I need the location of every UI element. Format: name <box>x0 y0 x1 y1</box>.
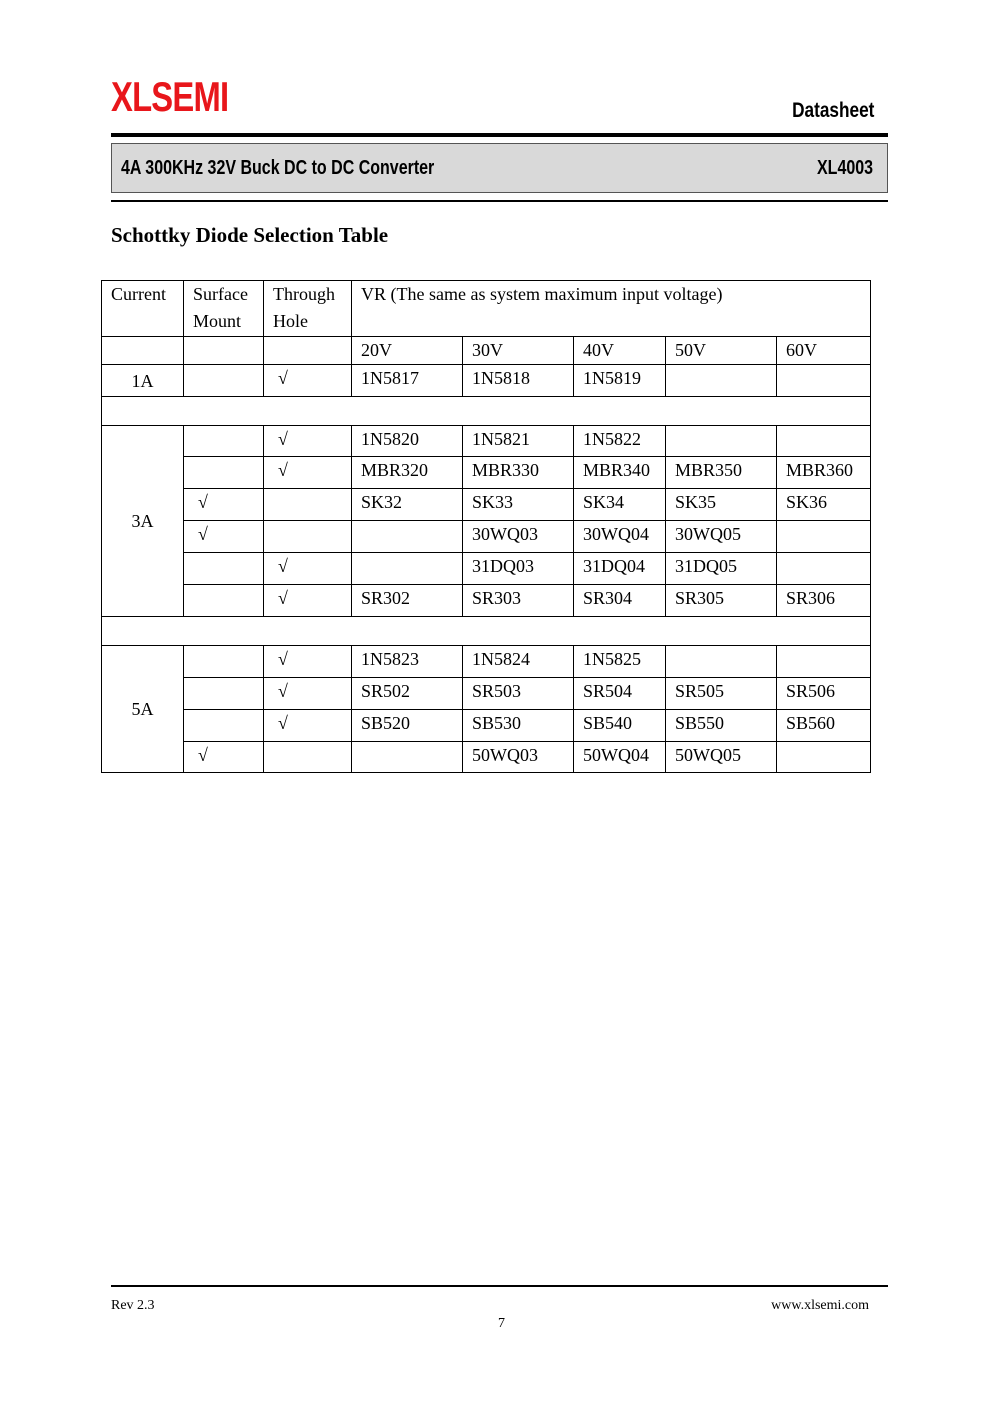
part-cell: 1N5825 <box>574 646 666 678</box>
header-rule <box>111 133 888 137</box>
through-mark: √ <box>264 365 352 397</box>
table-row <box>102 426 871 457</box>
part-cell <box>666 365 777 397</box>
table-header-row <box>102 281 871 337</box>
through-mark: √ <box>264 426 352 457</box>
part-cell: SB550 <box>666 710 777 742</box>
part-cell: 1N5824 <box>463 646 574 678</box>
through-mark: √ <box>264 457 352 489</box>
part-cell: SK35 <box>666 489 777 521</box>
part-cell: 31DQ03 <box>463 553 574 585</box>
part-cell: 1N5817 <box>352 365 463 397</box>
part-cell: SB530 <box>463 710 574 742</box>
header-vr: VR (The same as system maximum input voltage) <box>352 281 871 337</box>
voltage-60v: 60V <box>777 337 871 365</box>
through-mark <box>264 489 352 521</box>
part-number: XL4003 <box>816 157 873 179</box>
part-cell: 50WQ04 <box>574 742 666 773</box>
voltage-30v: 30V <box>463 337 574 365</box>
header-surface-mount: Surface Mount <box>184 281 264 337</box>
part-cell: 50WQ05 <box>666 742 777 773</box>
table-row <box>102 585 871 617</box>
part-cell <box>352 742 463 773</box>
surface-mark <box>184 457 264 489</box>
part-cell <box>352 553 463 585</box>
part-cell <box>352 521 463 553</box>
footer-rule <box>111 1285 888 1287</box>
through-mark: √ <box>264 678 352 710</box>
through-mark <box>264 742 352 773</box>
part-cell <box>777 646 871 678</box>
header-rule-lower <box>111 200 888 202</box>
part-cell: SR504 <box>574 678 666 710</box>
table-row <box>102 489 871 521</box>
through-mark: √ <box>264 710 352 742</box>
title-bar <box>111 143 888 193</box>
part-cell: MBR320 <box>352 457 463 489</box>
part-cell <box>777 521 871 553</box>
part-cell: SB540 <box>574 710 666 742</box>
part-cell: MBR350 <box>666 457 777 489</box>
table-row <box>102 521 871 553</box>
surface-mark <box>184 710 264 742</box>
surface-mark <box>184 585 264 617</box>
surface-mark: √ <box>184 489 264 521</box>
surface-mark <box>184 426 264 457</box>
part-cell: SR305 <box>666 585 777 617</box>
part-cell: SR304 <box>574 585 666 617</box>
part-cell: 31DQ05 <box>666 553 777 585</box>
voltage-20v: 20V <box>352 337 463 365</box>
part-cell: 1N5821 <box>463 426 574 457</box>
current-5a: 5A <box>102 646 184 773</box>
website-link[interactable]: www.xlsemi.com <box>771 1298 869 1313</box>
part-cell: 50WQ03 <box>463 742 574 773</box>
through-mark: √ <box>264 553 352 585</box>
part-cell: MBR340 <box>574 457 666 489</box>
part-cell: SR306 <box>777 585 871 617</box>
document-type: Datasheet <box>791 99 874 122</box>
part-cell: MBR360 <box>777 457 871 489</box>
part-cell: 1N5822 <box>574 426 666 457</box>
part-cell: SK32 <box>352 489 463 521</box>
part-cell: 31DQ04 <box>574 553 666 585</box>
company-logo: XLSEMI <box>111 73 229 120</box>
header-through-hole: Through Hole <box>264 281 352 337</box>
part-cell: SK33 <box>463 489 574 521</box>
surface-mark <box>184 553 264 585</box>
part-cell: 30WQ03 <box>463 521 574 553</box>
separator-row <box>102 617 871 646</box>
voltage-40v: 40V <box>574 337 666 365</box>
table-row <box>102 742 871 773</box>
part-cell: SR503 <box>463 678 574 710</box>
part-cell <box>777 365 871 397</box>
table-row <box>102 646 871 678</box>
part-cell <box>777 742 871 773</box>
page-number: 7 <box>498 1316 505 1331</box>
part-cell: SR303 <box>463 585 574 617</box>
header-current: Current <box>102 281 184 337</box>
part-cell <box>666 426 777 457</box>
section-title: Schottky Diode Selection Table <box>111 223 389 247</box>
table-row <box>102 553 871 585</box>
part-cell: SB560 <box>777 710 871 742</box>
table-row <box>102 710 871 742</box>
document-title: 4A 300KHz 32V Buck DC to DC Converter <box>121 157 435 179</box>
part-cell: SR506 <box>777 678 871 710</box>
part-cell <box>666 646 777 678</box>
surface-mark: √ <box>184 742 264 773</box>
part-cell: SR505 <box>666 678 777 710</box>
part-cell: MBR330 <box>463 457 574 489</box>
separator-row <box>102 397 871 426</box>
table-row <box>102 365 871 397</box>
part-cell: 30WQ05 <box>666 521 777 553</box>
current-3a: 3A <box>102 426 184 617</box>
part-cell: SB520 <box>352 710 463 742</box>
through-mark: √ <box>264 585 352 617</box>
part-cell: SR502 <box>352 678 463 710</box>
voltage-50v: 50V <box>666 337 777 365</box>
table-row <box>102 678 871 710</box>
part-cell: 1N5820 <box>352 426 463 457</box>
surface-mark <box>184 646 264 678</box>
revision: Rev 2.3 <box>111 1298 155 1313</box>
part-cell: 30WQ04 <box>574 521 666 553</box>
surface-mark: √ <box>184 521 264 553</box>
current-1a: 1A <box>102 365 184 397</box>
part-cell: 1N5818 <box>463 365 574 397</box>
part-cell: SK36 <box>777 489 871 521</box>
part-cell: 1N5823 <box>352 646 463 678</box>
part-cell: 1N5819 <box>574 365 666 397</box>
surface-mark <box>184 678 264 710</box>
part-cell <box>777 553 871 585</box>
schottky-diode-table <box>101 280 871 773</box>
surface-mark <box>184 365 264 397</box>
voltage-row <box>102 337 871 365</box>
through-mark <box>264 521 352 553</box>
part-cell: SR302 <box>352 585 463 617</box>
table-row <box>102 457 871 489</box>
part-cell <box>777 426 871 457</box>
part-cell: SK34 <box>574 489 666 521</box>
through-mark: √ <box>264 646 352 678</box>
